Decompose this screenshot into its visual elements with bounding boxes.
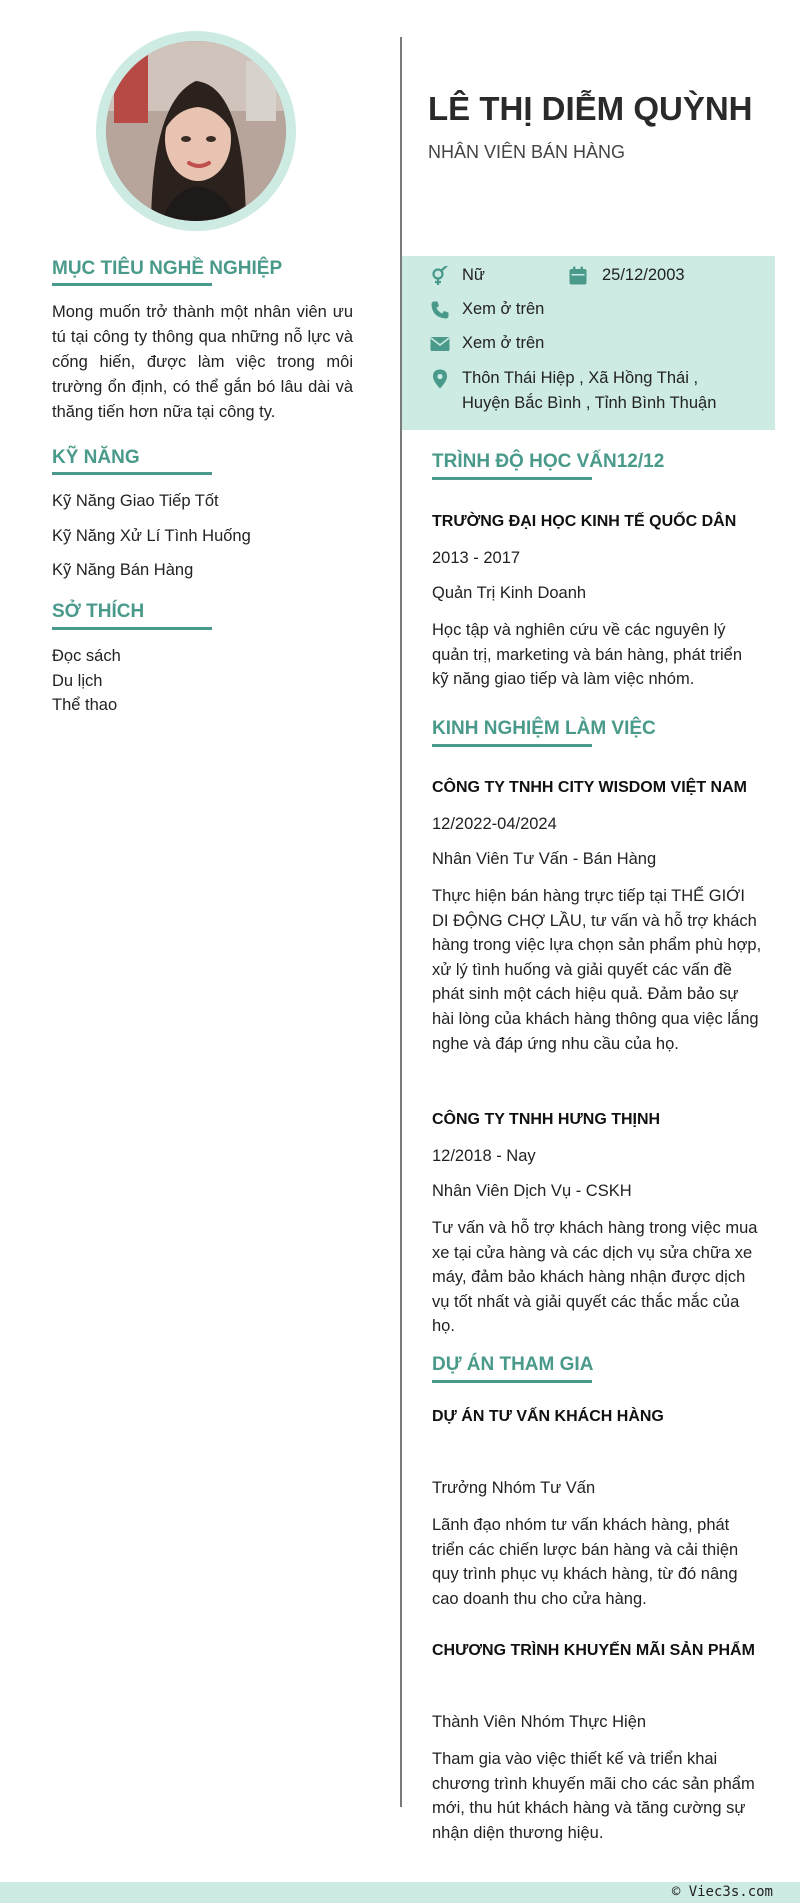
project-role: Trưởng Nhóm Tư Vấn [432, 1479, 596, 1497]
birthdate-value: 25/12/2003 [602, 266, 685, 284]
calendar-icon [568, 266, 588, 286]
education-title: TRÌNH ĐỘ HỌC VẤN12/12 [432, 451, 665, 472]
phone-icon [430, 300, 450, 320]
hobbies-underline [52, 627, 212, 630]
experience-title: KINH NGHIỆM LÀM VIỆC [432, 718, 656, 739]
hobby-item: Du lịch [52, 672, 103, 690]
job-position: Nhân Viên Dịch Vụ - CSKH [432, 1182, 632, 1200]
avatar-frame [96, 31, 296, 231]
skill-item: Kỹ Năng Xử Lí Tình Huống [52, 527, 251, 545]
hobby-item: Thể thao [52, 696, 118, 714]
education-period: 2013 - 2017 [432, 549, 521, 567]
address-line-2: Huyện Bắc Bình , Tỉnh Bình Thuận [462, 394, 717, 412]
candidate-name: LÊ THỊ DIỄM QUỲNH [428, 90, 753, 127]
education-description: Học tập và nghiên cứu về các nguyên lý quản trị, marketing và bán hàng, phát triển kỹ năng giao tiếp và làm việc nhóm. [432, 621, 743, 689]
objective-title: MỤC TIÊU NGHỀ NGHIỆP [52, 258, 283, 279]
skill-item: Kỹ Năng Giao Tiếp Tốt [52, 492, 219, 510]
job-description: Tư vấn và hỗ trợ khách hàng trong việc mua xe tại cửa hàng và các dịch vụ sửa chữa xe máy, đảm bảo khách hàng nhận được dịch vụ tốt nhất và giải quyết các thắc mắc của họ. [432, 1219, 758, 1336]
experience-underline [432, 744, 592, 747]
skill-item: Kỹ Năng Bán Hàng [52, 561, 194, 579]
hobby-item: Đọc sách [52, 647, 121, 665]
job-description: Thực hiện bán hàng trực tiếp tại THẾ GIỚI DI ĐỘNG CHỢ LẦU, tư vấn và hỗ trợ khách hàng trong việc lựa chọn sản phẩm phù hợp, xử lý tình huống và giải quyết các vấn đề phát sinh một cách hiệu quả. Đảm bảo sự hài lòng của khách hàng thông qua việc lắng nghe và đáp ứng nhu cầu của họ. [432, 887, 762, 1053]
projects-title: DỰ ÁN THAM GIA [432, 1354, 594, 1375]
skills-underline [52, 472, 212, 475]
project-name: DỰ ÁN TƯ VẤN KHÁCH HÀNG [432, 1408, 664, 1425]
job-company: CÔNG TY TNHH CITY WISDOM VIỆT NAM [432, 779, 747, 796]
project-role: Thành Viên Nhóm Thực Hiện [432, 1713, 647, 1731]
profile-photo [106, 41, 286, 221]
job-company: CÔNG TY TNHH HƯNG THỊNH [432, 1111, 661, 1128]
education-underline [432, 477, 592, 480]
footer-bar [0, 1882, 800, 1903]
candidate-job-title: NHÂN VIÊN BÁN HÀNG [428, 142, 626, 162]
project-description: Tham gia vào việc thiết kế và triển khai chương trình khuyến mãi cho các sản phẩm mới, thu hút khách hàng và tăng cường sự nhận diện thương hiệu. [432, 1750, 755, 1842]
job-position: Nhân Viên Tư Vấn - Bán Hàng [432, 850, 657, 868]
contact-panel [402, 256, 775, 430]
job-period: 12/2018 - Nay [432, 1147, 536, 1165]
address-line-1: Thôn Thái Hiệp , Xã Hồng Thái , [462, 369, 699, 387]
job-period: 12/2022-04/2024 [432, 815, 557, 833]
education-school: TRƯỜNG ĐẠI HỌC KINH TẾ QUỐC DÂN [432, 513, 737, 530]
objective-text: Mong muốn trở thành một nhân viên ưu tú tại công ty thông qua những nỗ lực và cống hiến, được làm việc trong môi trường ổn định, có thể gắn bó lâu dài và thăng tiến hơn nữa tại công ty. [52, 303, 353, 421]
gender-value: Nữ [462, 266, 485, 284]
hobbies-title: SỞ THÍCH [52, 601, 145, 622]
project-name: CHƯƠNG TRÌNH KHUYẾN MÃI SẢN PHẨM [432, 1642, 755, 1659]
project-description: Lãnh đạo nhóm tư vấn khách hàng, phát triển các chiến lược bán hàng và cải thiện quy trình phục vụ khách hàng, từ đó nâng cao doanh thu cho cửa hàng. [432, 1516, 739, 1608]
gender-icon [430, 266, 450, 286]
avatar [106, 41, 286, 221]
email-icon [430, 334, 450, 354]
projects-underline [432, 1380, 592, 1383]
skills-title: KỸ NĂNG [52, 447, 140, 468]
education-major: Quản Trị Kinh Doanh [432, 584, 587, 602]
footer-credit: © Viec3s.com [671, 1884, 773, 1900]
email-value: Xem ở trên [462, 334, 545, 352]
objective-underline [52, 283, 212, 286]
location-icon [430, 369, 450, 389]
phone-value: Xem ở trên [462, 300, 545, 318]
